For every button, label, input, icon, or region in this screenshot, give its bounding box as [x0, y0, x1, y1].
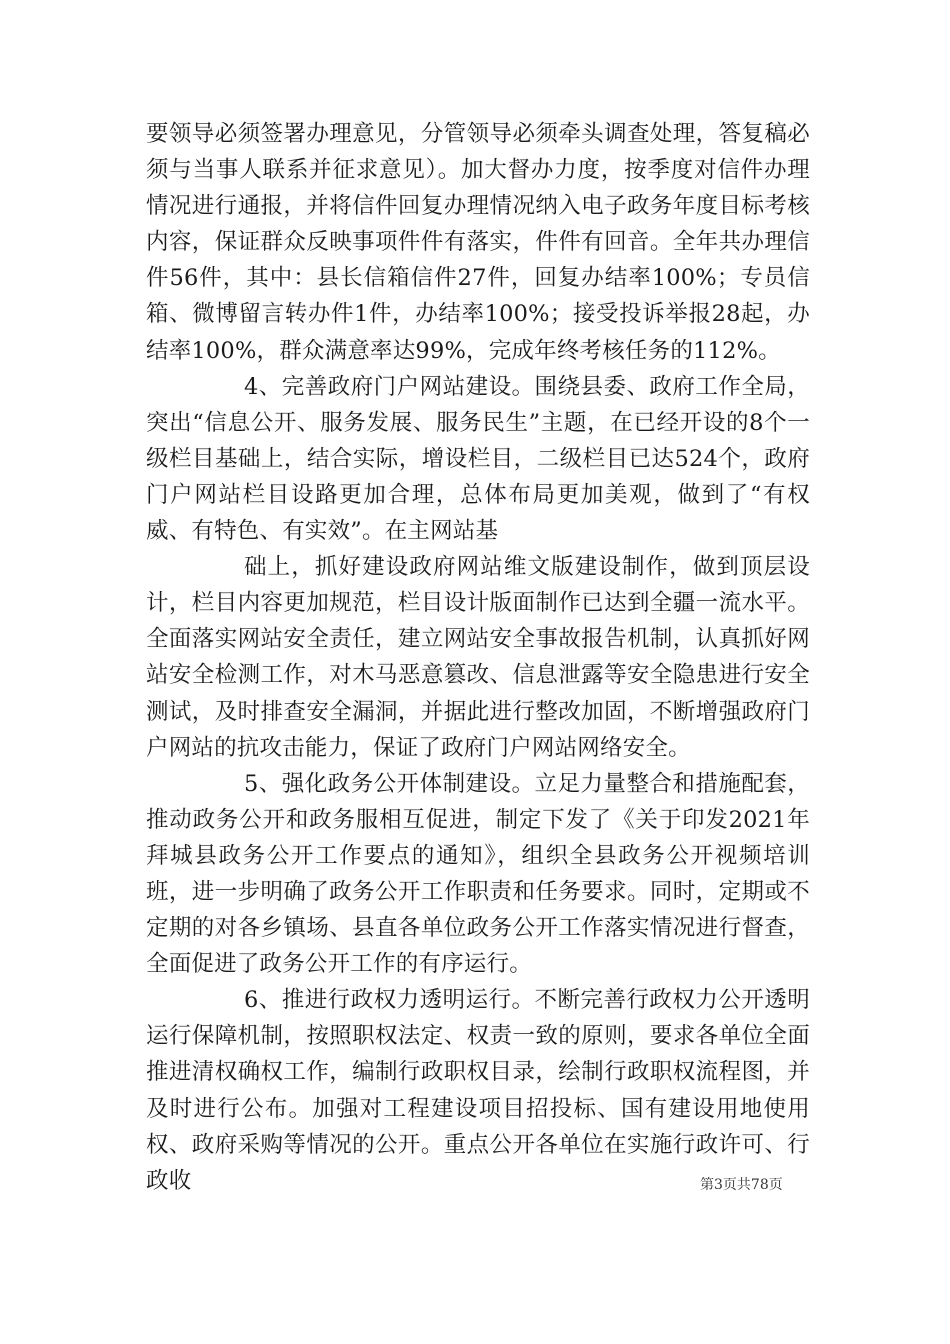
paragraph-website-security: 础上，抓好建设政府网站维文版建设制作，做到顶层设计，栏目内容更加规范，栏目设计版面制作已达到全疆一流水平。全面落实网站安全责任，建立网站安全事故报告机制，认真抓好网站安全检测工作，对木马恶意篡改、信息泄露等安全隐患进行安全测试，及时排查安全漏洞，并据此进行整改加固，不断增强政府门户网站的抗攻击能力，保证了政府门户网站网络安全。 [146, 554, 810, 761]
paragraph-complaint-handling: 要领导必须签署办理意见，分管领导必须牵头调查处理，答复稿必须与当事人联系并征求意见）。加大督办力度，按季度对信件办理情况进行通报，并将信件回复办理情况纳入电子政务年度目标考核内容，保证群众反映事项件件有落实，件件有回音。全年共办理信件56件，其中：县长信箱信件27件，回复办结率100%；专员信箱、微博留言转办件1件，办结率100%；接受投诉举报28起，办结率100%，群众满意率达99%，完成年终考核任务的112%。 [146, 121, 810, 364]
paragraph-government-affairs-openness: 5、强化政务公开体制建设。立足力量整合和措施配套，推动政务公开和政务服相互促进，制定下发了《关于印发2021年拜城县政务公开工作要点的通知》，组织全县政务公开视频培训班，进一步明确了政务公开工作职责和任务要求。同时，定期或不定期的对各乡镇场、县直各单位政务公开工作落实情况进行督查，全面促进了政务公开工作的有序运行。 [146, 770, 810, 978]
paragraph-portal-website: 4、完善政府门户网站建设。围绕县委、政府工作全局，突出“信息公开、服务发展、服务民生”主题，在已经开设的8个一级栏目基础上，结合实际，增设栏目，二级栏目已达524个，政府门户网站栏目设路更加合理，总体布局更加美观，做到了“有权威、有特色、有实效”。在主网站基 [146, 373, 810, 545]
paragraph-administrative-power: 6、推进行政权力透明运行。不断完善行政权力公开透明运行保障机制，按照职权法定、权责一致的原则，要求各单位全面推进清权确权工作，编制行政职权目录，绘制行政职权流程图，并及时进行公布。加强对工程建设项目招投标、国有建设用地使用权、政府采购等情况的公开。重点公开各单位在实施行政许可、行政收 [146, 987, 810, 1194]
document-body [146, 116, 810, 1199]
page-number-footer: 第3页共78页 [700, 1177, 783, 1193]
